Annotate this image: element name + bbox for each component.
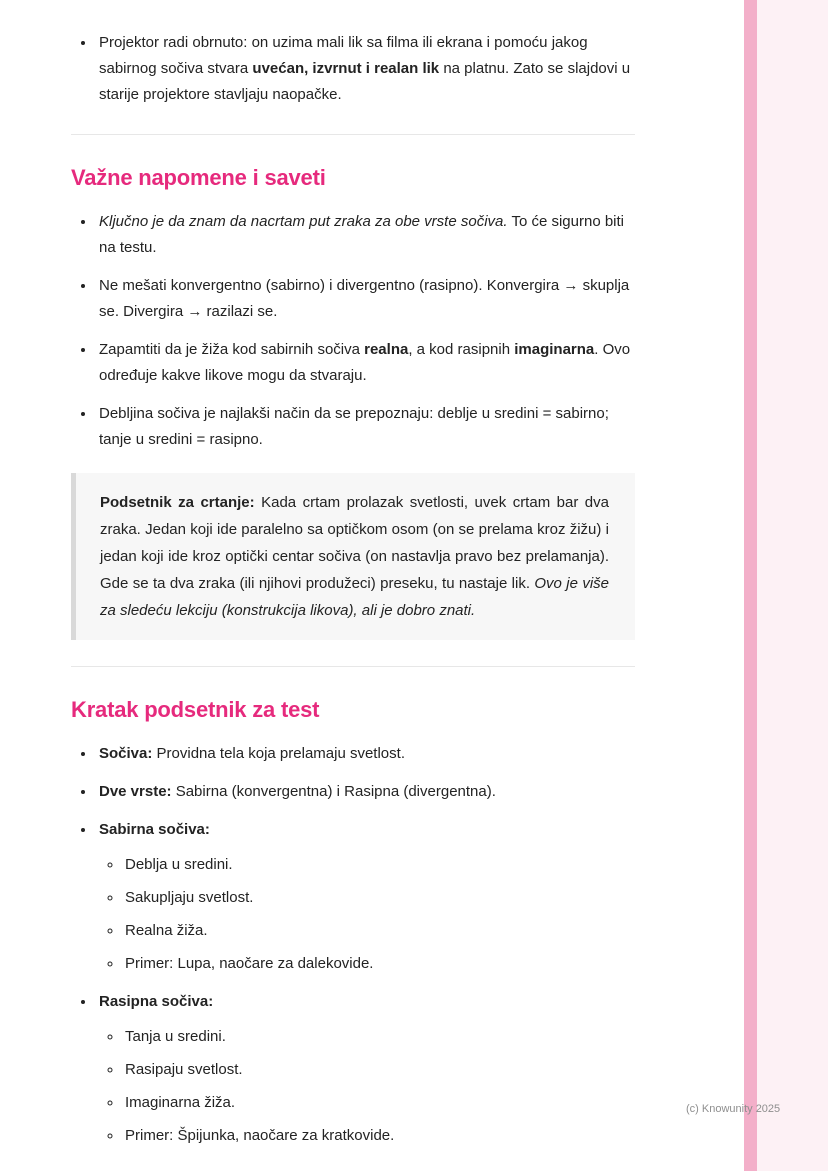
list-item-text: [99, 341, 630, 384]
list-item: [96, 741, 635, 767]
text-run: Dve vrste:: [99, 783, 172, 800]
text-run: To će sigurno biti na testu.: [99, 213, 625, 256]
divider: [71, 134, 635, 135]
sub-list-item-text: Realna žiža.: [125, 922, 208, 939]
page-edge-strip: [744, 0, 757, 1171]
text-run: uvećan, izvrnut i realan lik: [252, 60, 440, 77]
sub-list-item: [123, 885, 635, 911]
text-run: Projektor radi obrnuto: on uzima mali lik sa filma ili ekrana i pomoću jakog sabirnog sočiva stvara: [99, 34, 588, 77]
text-run: Ključno je da znam da nacrtam put zraka za obe vrste sočiva.: [99, 213, 508, 230]
notes-bullet-list: [71, 209, 635, 453]
sub-list-item-text: Rasipaju svetlost.: [125, 1061, 243, 1078]
intro-bullet-list: [71, 30, 635, 108]
sub-bullet-list: [99, 1024, 635, 1149]
list-item-text: [99, 993, 213, 1010]
sub-list-item-text: Tanja u sredini.: [125, 1028, 226, 1045]
list-item: [96, 273, 635, 325]
list-item: [96, 401, 635, 453]
sub-list-item: [123, 1024, 635, 1050]
list-item: [96, 779, 635, 805]
sub-list-item-text: Sakupljaju svetlost.: [125, 889, 254, 906]
list-item: [96, 30, 635, 108]
text-run: realna: [364, 341, 409, 358]
sub-bullet-list: [99, 852, 635, 977]
text-run: , a kod rasipnih: [408, 341, 515, 358]
callout-box: [71, 473, 635, 640]
text-run: Zapamtiti da je žiža kod sabirnih sočiva: [99, 341, 365, 358]
text-run: Rasipna sočiva:: [99, 993, 214, 1010]
text-run: . Ovo određuje kakve likove mogu da stvaraju.: [99, 341, 631, 384]
sub-list-item-text: Deblja u sredini.: [125, 856, 233, 873]
sub-list-item: [123, 1057, 635, 1083]
sub-list-item-text: Primer: Lupa, naočare za dalekovide.: [125, 955, 374, 972]
sub-list-item: [123, 1090, 635, 1116]
text-run: Kada crtam prolazak svetlosti, uvek crtam bar dva zraka. Jedan koji ide paralelno sa optičkom osom (on se prelama kroz žižu) i jedan koji ide kroz optički centar sočiva (on nastavlja pravo bez prelamanja). Gde se ta dva zraka (ili njihovi produžeci) preseku, tu nastaje lik.: [100, 494, 609, 592]
section-title-summary: Kratak podsetnik za test: [71, 697, 320, 722]
sub-list-item: [123, 852, 635, 878]
list-item: [96, 337, 635, 389]
text-run: Ovo je više za sledeću lekciju (konstrukcija likova), ali je dobro znati.: [100, 575, 610, 619]
sub-list-item: [123, 1123, 635, 1149]
text-run: Debljina sočiva je najlakši način da se prepoznaju: deblje u sredini = sabirno; tanje u sredini = rasipno.: [99, 405, 609, 448]
callout-text: [100, 489, 609, 624]
list-item: [96, 817, 635, 977]
text-run: Sočiva:: [99, 745, 153, 762]
section-title-notes: Važne napomene i saveti: [71, 165, 326, 190]
watermark: (c) Knowunity 2025: [686, 1103, 781, 1115]
text-run: Providna tela koja prelamaju svetlost.: [152, 745, 405, 762]
text-run: Sabirna sočiva:: [99, 821, 210, 838]
list-item-text: [99, 745, 405, 762]
list-item-text: [99, 405, 609, 448]
list-item-text: [99, 213, 624, 256]
list-item-text: [99, 34, 630, 103]
divider: [71, 666, 635, 667]
list-item-text: [99, 783, 496, 800]
summary-bullet-list: [71, 741, 635, 1149]
document-content: [71, 0, 635, 1149]
sub-list-item-text: Imaginarna žiža.: [125, 1094, 236, 1111]
text-run: Ne mešati konvergentno (sabirno) i divergentno (rasipno). Konvergira → skuplja se. Divergira → razilazi se.: [99, 277, 630, 320]
text-run: Podsetnik za crtanje:: [100, 494, 255, 511]
sub-list-item-text: Primer: Špijunka, naočare za kratkovide.: [125, 1127, 395, 1144]
sub-list-item: [123, 951, 635, 977]
list-item: [96, 209, 635, 261]
text-run: na platnu. Zato se slajdovi u starije projektore stavljaju naopačke.: [99, 60, 631, 103]
text-run: imaginarna: [514, 341, 595, 358]
text-run: Sabirna (konvergentna) i Rasipna (divergentna).: [171, 783, 496, 800]
list-item-text: [99, 821, 210, 838]
sub-list-item: [123, 918, 635, 944]
page-margin-area: [757, 0, 828, 1171]
list-item: [96, 989, 635, 1149]
list-item-text: [99, 277, 629, 320]
